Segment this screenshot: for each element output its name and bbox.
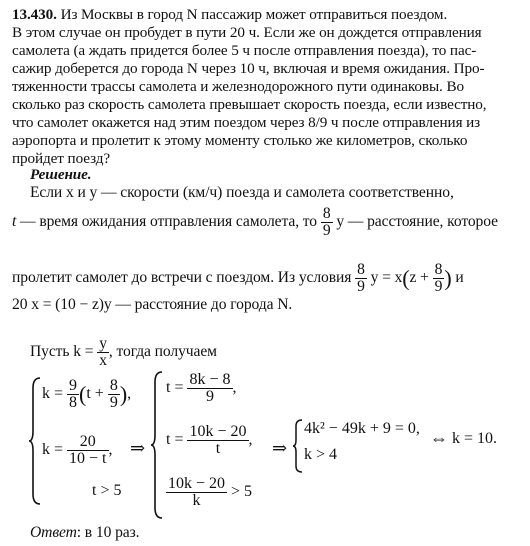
frac-den: 9 bbox=[434, 278, 443, 295]
fraction-y-x bbox=[97, 336, 109, 369]
frac-num: 8 bbox=[357, 261, 365, 278]
fraction bbox=[67, 378, 79, 411]
solution-text: Пусть k = bbox=[30, 343, 98, 361]
fraction-8-9 bbox=[433, 262, 445, 295]
frac-num: 8 bbox=[434, 261, 443, 278]
fraction bbox=[108, 378, 120, 411]
problem-line-9: пройдет поезд? bbox=[12, 150, 110, 167]
frac-den: t bbox=[215, 440, 221, 457]
system-3-row-2: k > 4 bbox=[304, 446, 338, 463]
fraction bbox=[187, 372, 232, 405]
system-1-row-2 bbox=[42, 434, 113, 467]
equivalence-arrow: ⇔ bbox=[430, 428, 448, 448]
problem-number: 13.430. bbox=[12, 6, 57, 23]
equation-text: z + bbox=[409, 269, 433, 287]
brace-system-2 bbox=[150, 370, 164, 520]
solution-line-4: 20 x = (10 − z)y — расстояние до города N. bbox=[12, 296, 293, 313]
answer-label: Ответ bbox=[30, 524, 77, 541]
comma: , bbox=[127, 385, 132, 403]
frac-num: 9 bbox=[69, 377, 78, 394]
problem-line-1 bbox=[12, 6, 447, 24]
frac-den: 9 bbox=[357, 278, 365, 295]
equation-text: k = bbox=[42, 385, 68, 403]
result-value: k = 10. bbox=[452, 430, 498, 447]
fraction bbox=[67, 434, 108, 467]
solution-text: , тогда получаем bbox=[108, 343, 217, 361]
var-t: t bbox=[12, 213, 17, 231]
brace-system-3 bbox=[292, 418, 304, 474]
fraction bbox=[166, 476, 227, 509]
system-1-row-3: t > 5 bbox=[92, 482, 122, 499]
comma: , bbox=[232, 379, 237, 397]
system-1-row-1 bbox=[42, 378, 131, 411]
solution-text: и bbox=[451, 269, 464, 287]
frac-den: 10 − t bbox=[69, 450, 107, 467]
solution-line-1: Если x и y — скорости (км/ч) поезда и самолета соответственно, bbox=[30, 184, 454, 201]
paren-open: ( bbox=[402, 265, 410, 291]
equation-text: t = bbox=[166, 431, 188, 449]
fraction-8-9 bbox=[321, 206, 333, 239]
frac-num: 8k − 8 bbox=[189, 371, 231, 388]
frac-den: 9 bbox=[109, 394, 118, 411]
system-3-row-1: 4k² − 49k + 9 = 0, bbox=[304, 420, 420, 437]
solution-line-2 bbox=[12, 206, 498, 239]
frac-den: 9 bbox=[205, 388, 214, 405]
equation-text: k = bbox=[42, 441, 68, 459]
solution-heading: Решение. bbox=[30, 166, 92, 183]
frac-num: 8 bbox=[109, 377, 118, 394]
problem-text: Из Москвы в город N пассажир может отправиться поездом. bbox=[60, 6, 448, 23]
problem-line-8: аэропорта и пролетит к этому моменту столько же километров, сколько bbox=[12, 132, 468, 149]
frac-num: y bbox=[99, 335, 107, 352]
paren-close: ) bbox=[444, 265, 452, 291]
brace-system-1 bbox=[28, 376, 42, 506]
system-2-row-3 bbox=[166, 476, 252, 509]
equation-text: > 5 bbox=[227, 483, 253, 501]
answer-text: : в 10 раз. bbox=[76, 524, 140, 541]
solution-text: — время ожидания отправления самолета, то bbox=[16, 213, 321, 231]
equation-text: t = bbox=[166, 379, 188, 397]
implies-arrow-2: ⇒ bbox=[272, 438, 288, 458]
paren-close: ) bbox=[119, 381, 128, 407]
frac-den: x bbox=[99, 352, 107, 369]
frac-num: 10k − 20 bbox=[168, 475, 226, 492]
comma: , bbox=[248, 431, 253, 449]
implies-arrow-1: ⇒ bbox=[130, 438, 146, 458]
frac-den: k bbox=[192, 492, 201, 509]
problem-line-6: сколько раз скорость самолета превышает скорость поезда, если известно, bbox=[12, 96, 487, 113]
frac-den: 9 bbox=[322, 222, 331, 239]
frac-den: 8 bbox=[69, 394, 78, 411]
equation-text: t + bbox=[86, 385, 108, 403]
paren-open: ( bbox=[79, 381, 87, 407]
problem-line-2: В этом случае он пробудет в пути 20 ч. Если же он дождется отправления bbox=[12, 24, 482, 41]
problem-line-7: что самолет окажется над этим поездом через 8/9 ч после отправления из bbox=[12, 114, 481, 131]
frac-num: 20 bbox=[67, 434, 108, 451]
comma: , bbox=[108, 441, 113, 459]
frac-num: 10k − 20 bbox=[189, 423, 247, 440]
fraction bbox=[187, 424, 248, 457]
solution-text: y — расстояние, которое bbox=[332, 213, 498, 231]
system-2-row-1 bbox=[166, 372, 237, 405]
answer-line bbox=[30, 524, 139, 542]
solution-line-3 bbox=[12, 262, 464, 295]
system-2-row-2 bbox=[166, 424, 253, 457]
problem-line-3: самолета (а ждать придется более 5 ч после отправления поезда), то пас- bbox=[12, 42, 477, 59]
frac-num: 8 bbox=[322, 205, 331, 222]
solution-text: пролетит самолет до встречи с поездом. Из условия bbox=[12, 269, 356, 287]
let-k-line bbox=[30, 336, 217, 369]
equation-text: y = x bbox=[366, 269, 403, 287]
problem-line-5: тяженности трассы самолета и железнодорожного пути одинаковы. Во bbox=[12, 78, 464, 95]
problem-line-4: сажир доберется до города N через 10 ч, включая и время ожидания. Про- bbox=[12, 60, 485, 77]
fraction-8-9 bbox=[355, 262, 367, 295]
